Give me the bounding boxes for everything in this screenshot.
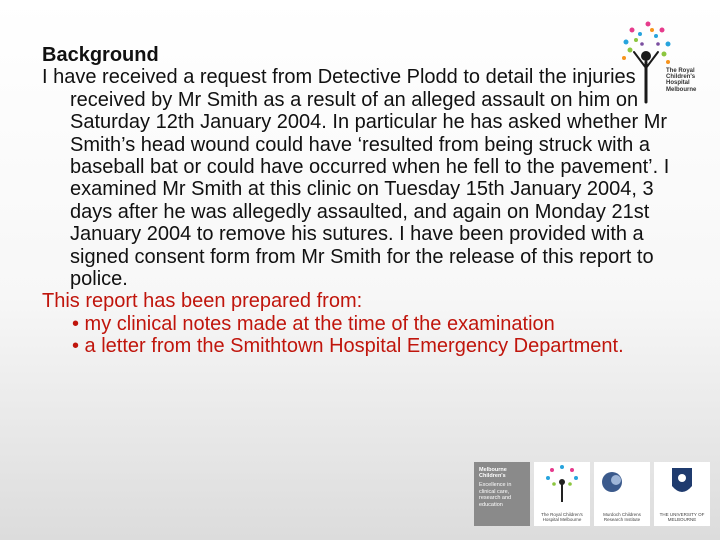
source-bullet-hospital-letter: • a letter from the Smithtown Hospital Emergency Department. (72, 335, 624, 358)
partner-title-line: Melbourne (479, 467, 507, 473)
partner-caption: THE UNIVERSITY OF MELBOURNE (659, 512, 705, 522)
background-paragraph: I have received a request from Detective Plodd to detail the injuries received by Mr Smith as a result of an alleged assault on him on Saturday 12th January 2004. In particular he has asked whether Mr Smith’s head wound could have ‘resulted from being struck with a baseball bat or could have occurred when he fell to the pavement’. I examined Mr Smith at this clinic on Tuesday 15th January 2004, 3 days after he was allegedly assaulted, and again on Monday 21st January 2004 to remove his sutures. I have been provided with a signed consent form from Mr Smith for the release of this report to police. (42, 66, 670, 291)
partner-caption: Murdoch Childrens Research Institute (603, 512, 641, 522)
hospital-tree-logo-icon (622, 18, 700, 110)
logo-line: Hospital (666, 80, 690, 87)
mcri-emblem-icon (594, 462, 650, 502)
partner-sub-line: education (479, 501, 503, 508)
rch-partner-logo (534, 462, 590, 526)
logo-line: The Royal (666, 68, 695, 74)
logo-line: Children's (666, 74, 696, 81)
tree-icon (534, 462, 590, 506)
partner-title-line: Children's (479, 473, 506, 479)
partner-logos (474, 462, 712, 526)
logo-line: Melbourne (666, 86, 697, 93)
partner-caption: The Royal Children's Hospital Melbourne (541, 512, 583, 522)
report-sources-intro: This report has been prepared from: (42, 290, 363, 313)
hospital-logo-wordmark (666, 68, 700, 93)
partner-sub-line: Excellence in (479, 482, 512, 488)
source-bullet-clinical-notes: • my clinical notes made at the time of the examination (72, 312, 555, 335)
university-crest-icon (654, 462, 710, 502)
report-body (42, 44, 692, 358)
mcri-partner-logo (594, 462, 650, 526)
partner-sub-line: clinical care, (479, 488, 510, 495)
partner-sub-line: research and (479, 495, 512, 501)
university-of-melbourne-logo (654, 462, 710, 526)
section-heading: Background (42, 44, 159, 66)
melbourne-childrens-logo (474, 462, 530, 526)
